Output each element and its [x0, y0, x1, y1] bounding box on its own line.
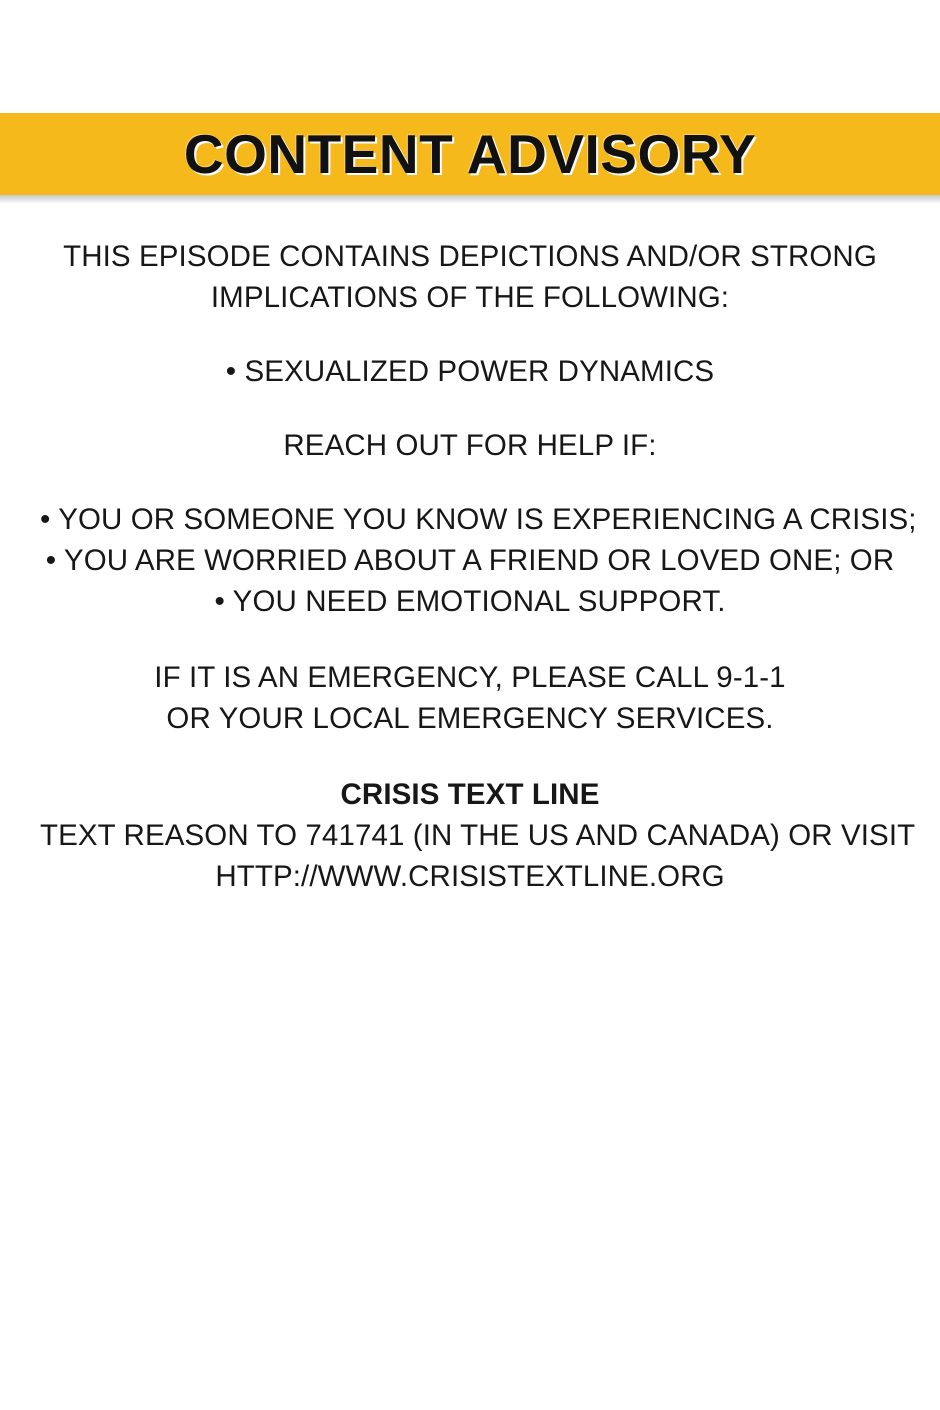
- content-warning-list: [40, 351, 900, 392]
- left-margin: [0, 0, 8, 1410]
- right-margin: [932, 0, 940, 1410]
- emergency-line-1: IF IT IS AN EMERGENCY, PLEASE CALL 9-1-1: [154, 661, 786, 694]
- advisory-body: [40, 236, 917, 897]
- spacer: [40, 392, 900, 425]
- spacer: [40, 466, 900, 499]
- intro-line-2: IMPLICATIONS OF THE FOLLOWING:: [210, 281, 730, 314]
- spacer: [40, 739, 900, 774]
- reach-out-list: [40, 499, 917, 622]
- emergency-paragraph: [40, 657, 900, 739]
- spacer: [40, 318, 900, 351]
- content-advisory-banner: [0, 113, 940, 195]
- resource-details: [40, 815, 916, 897]
- reach-out-heading-text: REACH OUT FOR HELP IF:: [283, 429, 657, 462]
- spacer: [40, 622, 900, 657]
- intro-line-1: THIS EPISODE CONTAINS DEPICTIONS AND/OR STRONG: [63, 240, 877, 273]
- reach-out-item-2: • YOU ARE WORRIED ABOUT A FRIEND OR LOVED ONE; OR: [45, 544, 895, 577]
- resource-url[interactable]: HTTP://WWW.CRISISTEXTLINE.ORG: [215, 860, 725, 893]
- resource-line-1: TEXT REASON TO 741741 (IN THE US AND CANADA) OR VISIT: [40, 819, 916, 852]
- reach-out-heading: [40, 425, 900, 466]
- emergency-line-2: OR YOUR LOCAL EMERGENCY SERVICES.: [166, 702, 774, 735]
- reach-out-item-1: • YOU OR SOMEONE YOU KNOW IS EXPERIENCING A CRISIS;: [40, 503, 917, 536]
- banner-drop-shadow: [0, 195, 940, 204]
- content-warning-item: • SEXUALIZED POWER DYNAMICS: [225, 355, 715, 388]
- reach-out-item-3: • YOU NEED EMOTIONAL SUPPORT.: [214, 585, 726, 618]
- banner-title: CONTENT ADVISORY: [183, 123, 757, 185]
- resource-name-text: CRISIS TEXT LINE: [340, 778, 600, 811]
- resource-name: [40, 774, 900, 815]
- intro-paragraph: [40, 236, 900, 318]
